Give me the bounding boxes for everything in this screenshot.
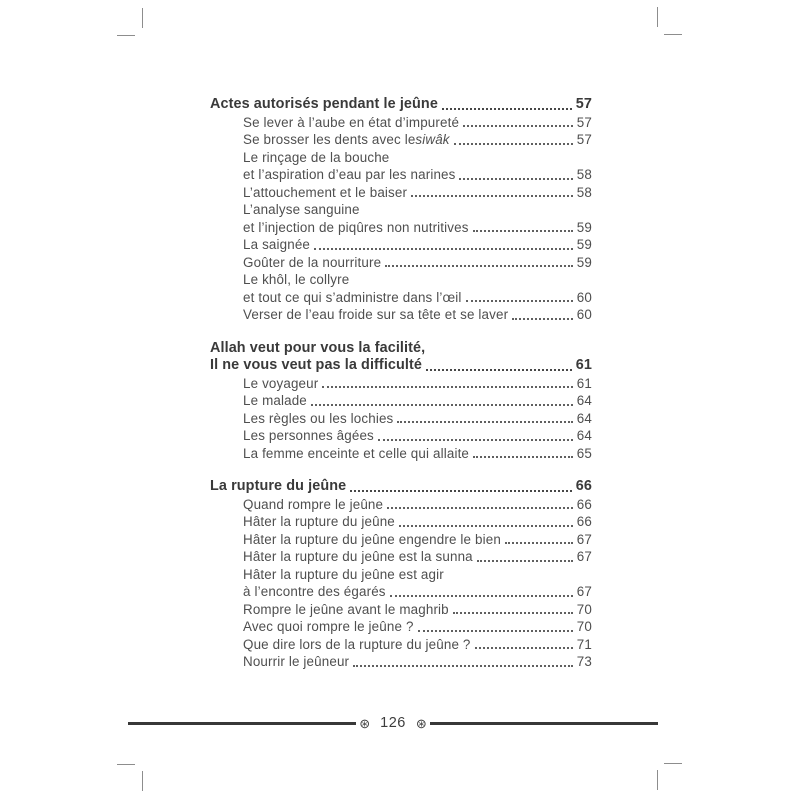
page-ref: 57 — [575, 96, 592, 112]
toc-item-row — [210, 445, 592, 463]
toc-item-row — [210, 289, 592, 307]
page-ref: 67 — [576, 549, 592, 564]
dot-leader — [477, 560, 573, 562]
toc-entry-label: Les règles ou les lochies — [243, 410, 394, 426]
toc-item-row — [210, 427, 592, 445]
toc-heading-row — [210, 96, 592, 114]
toc-item-row — [210, 496, 592, 514]
page-ref: 61 — [575, 357, 592, 373]
dot-leader — [466, 300, 573, 302]
toc-entry-label: Le malade — [243, 393, 307, 408]
toc-item-row — [210, 201, 592, 219]
crop-mark-bottom-right-vertical — [657, 770, 658, 790]
ornament-icon: ⊛ — [359, 715, 371, 731]
page-number: 126 — [380, 715, 406, 731]
dot-leader — [311, 404, 573, 406]
toc-entry-label: et l’injection de piqûres non nutritives — [243, 219, 469, 235]
toc-entry-label: La saignée — [243, 237, 311, 252]
page-ref: 67 — [576, 584, 592, 599]
page-ref: 59 — [576, 254, 592, 270]
toc-entry-label: Que dire lors de la rupture du jeûne ? — [243, 636, 471, 652]
page-ref: 65 — [576, 445, 592, 461]
dot-leader — [505, 542, 573, 544]
toc-item-row — [210, 566, 592, 584]
toc-item-row — [210, 114, 592, 132]
page-ref: 57 — [576, 132, 592, 147]
dot-leader — [322, 386, 572, 388]
crop-mark-top-right-horizontal — [664, 34, 682, 35]
toc-heading-row — [210, 340, 592, 358]
dot-leader — [426, 369, 572, 371]
page-ref: 57 — [576, 114, 592, 130]
page-ref: 60 — [576, 289, 592, 305]
ornament-icon: ⊛ — [415, 715, 427, 731]
toc-item-row — [210, 166, 592, 184]
dot-leader — [314, 248, 573, 250]
page-ref: 58 — [576, 167, 592, 182]
toc-entry-label: Hâter la rupture du jeûne est agir — [243, 566, 444, 582]
toc-item-row — [210, 184, 592, 202]
toc-entry-label: et tout ce qui s’administre dans l’œil — [243, 289, 462, 305]
dot-leader — [453, 612, 573, 614]
dot-leader — [390, 595, 573, 597]
toc-item-row — [210, 531, 592, 549]
dot-leader — [473, 230, 573, 232]
page-ref: 71 — [576, 636, 592, 652]
dot-leader — [350, 490, 572, 492]
toc-item-row — [210, 375, 592, 393]
toc-entry-label: L’analyse sanguine — [243, 202, 360, 217]
page-ref: 61 — [576, 375, 592, 391]
toc-entry-label-italic: siwâk — [415, 132, 450, 147]
toc-entry-label: L’attouchement et le baiser — [243, 184, 408, 200]
page-ref: 58 — [576, 184, 592, 200]
page-ref: 59 — [576, 237, 592, 252]
toc-item-row — [210, 653, 592, 671]
toc-entry-label: Le khôl, le collyre — [243, 272, 350, 287]
page-ref: 67 — [576, 531, 592, 547]
toc-entry-label: Hâter la rupture du jeûne — [243, 514, 395, 529]
toc-item-row — [210, 254, 592, 272]
toc-item-row — [210, 392, 592, 410]
crop-mark-bottom-left-vertical — [142, 771, 143, 791]
toc-item-row — [210, 271, 592, 289]
dot-leader — [385, 265, 573, 267]
dot-leader — [459, 178, 572, 180]
toc-entry-label: Quand rompre le jeûne — [243, 496, 384, 512]
dot-leader — [442, 108, 572, 110]
toc-item-row — [210, 583, 592, 601]
toc-item-row — [210, 131, 592, 149]
toc-entry-label: Nourrir le jeûneur — [243, 654, 350, 669]
table-of-contents — [210, 96, 592, 687]
toc-section — [210, 96, 592, 324]
toc-section — [210, 340, 592, 463]
crop-mark-top-left-horizontal — [117, 35, 135, 36]
toc-item-row — [210, 149, 592, 167]
toc-item-row — [210, 548, 592, 566]
toc-entry-label: Allah veut pour vous la facilité, — [210, 339, 426, 356]
page-ref: 66 — [576, 496, 592, 512]
page-ref: 73 — [576, 654, 592, 669]
page-ref: 64 — [576, 410, 592, 426]
toc-entry-label: La femme enceinte et celle qui allaite — [243, 445, 470, 461]
toc-entry-label: Goûter de la nourriture — [243, 254, 382, 270]
toc-entry-label: Le voyageur — [243, 375, 319, 391]
page-ref: 66 — [576, 514, 592, 529]
toc-item-row — [210, 306, 592, 324]
toc-entry-label: La rupture du jeûne — [210, 478, 347, 494]
toc-entry-label: Actes autorisés pendant le jeûne — [210, 96, 438, 112]
toc-entry-label: Il ne vous veut pas la difficulté — [210, 357, 423, 373]
crop-mark-bottom-left-horizontal — [117, 764, 135, 765]
toc-item-row — [210, 601, 592, 619]
page-ref: 59 — [576, 219, 592, 235]
crop-mark-top-left-vertical — [142, 8, 143, 28]
page-ref: 64 — [576, 428, 592, 443]
toc-section — [210, 478, 592, 671]
page-ref: 70 — [576, 601, 592, 617]
toc-item-row — [210, 636, 592, 654]
dot-leader — [353, 665, 573, 667]
page-ref: 60 — [576, 307, 592, 322]
toc-item-row — [210, 236, 592, 254]
crop-mark-bottom-right-horizontal — [664, 763, 682, 764]
toc-heading-row — [210, 357, 592, 375]
dot-leader — [512, 318, 573, 320]
dot-leader — [463, 125, 573, 127]
footer-rule-right — [430, 722, 658, 725]
dot-leader — [473, 456, 573, 458]
footer-rule-left — [128, 722, 356, 725]
toc-entry-label: Avec quoi rompre le jeûne ? — [243, 619, 414, 634]
toc-item-row — [210, 513, 592, 531]
dot-leader — [399, 525, 573, 527]
toc-entry-label: Se brosser les dents avec le — [243, 132, 416, 147]
toc-heading-row — [210, 478, 592, 496]
dot-leader — [418, 630, 573, 632]
toc-entry-label: Rompre le jeûne avant le maghrib — [243, 601, 449, 617]
toc-entry-label: Les personnes âgées — [243, 428, 374, 443]
dot-leader — [411, 195, 573, 197]
page-ref: 66 — [575, 478, 592, 494]
toc-item-row — [210, 219, 592, 237]
page-ref: 64 — [576, 393, 592, 408]
toc-item-row — [210, 410, 592, 428]
page-ref: 70 — [576, 619, 592, 634]
toc-entry-label: Hâter la rupture du jeûne est la sunna — [243, 549, 473, 564]
toc-entry-label: à l’encontre des égarés — [243, 584, 386, 599]
toc-entry-label: Le rinçage de la bouche — [243, 149, 390, 165]
toc-entry-label: et l’aspiration d’eau par les narines — [243, 167, 456, 182]
toc-entry-label: Hâter la rupture du jeûne engendre le bien — [243, 531, 501, 547]
dot-leader — [387, 507, 573, 509]
crop-mark-top-right-vertical — [657, 7, 658, 27]
dot-leader — [454, 143, 573, 145]
toc-entry-label: Se lever à l’aube en état d’impureté — [243, 114, 460, 130]
dot-leader — [475, 647, 573, 649]
dot-leader — [397, 421, 572, 423]
toc-item-row — [210, 618, 592, 636]
toc-entry-label: Verser de l’eau froide sur sa tête et se laver — [243, 307, 509, 322]
page-footer — [128, 712, 658, 734]
dot-leader — [378, 439, 573, 441]
